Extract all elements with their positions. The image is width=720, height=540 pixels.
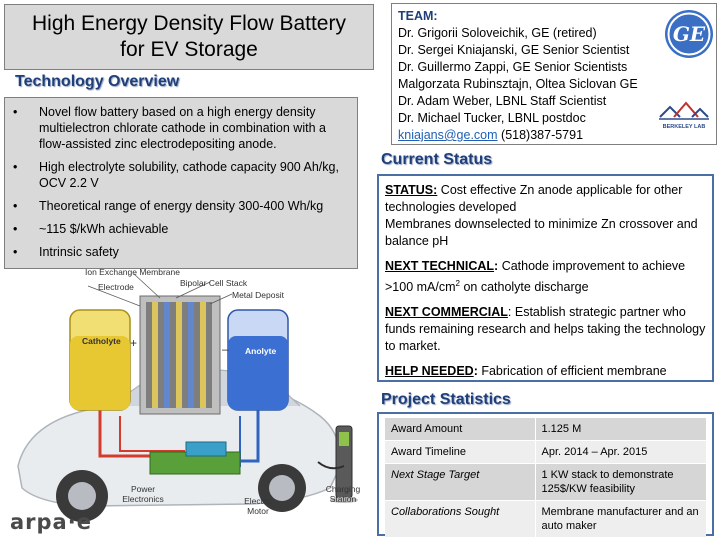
charging-station-label: Charging Station <box>325 484 361 504</box>
table-row <box>385 418 706 441</box>
team-member: Malgorzata Rubinsztajn, Oltea Siclovan GE <box>398 77 638 91</box>
next-technical-text-a: Cathode improvement to achieve >100 mA/cm <box>385 259 686 294</box>
stat-value: 1 KW stack to demonstrate 125$/KW feasibility <box>535 464 706 501</box>
team-member: Dr. Grigorii Soloveichik, GE (retired) <box>398 26 597 40</box>
minus-sign: – <box>222 342 229 356</box>
catholyte-fill <box>70 336 130 410</box>
status-text: Cost effective Zn anode applicable for other technologies developed <box>385 183 683 214</box>
power-electronics-label: Power Electronics <box>122 484 164 504</box>
technology-overview-heading: Technology Overview <box>15 73 180 90</box>
overview-bullet: • Theoretical range of energy density 300-400 Wh/kg <box>9 198 351 214</box>
overview-bullet: • High electrolyte solubility, cathode capacity 900 Ah/kg, OCV 2.2 V <box>9 159 351 191</box>
berkeley-lab-logo-icon <box>656 95 712 131</box>
flow-battery-ev-diagram <box>0 266 376 540</box>
title-line-1: High Energy Density Flow Battery <box>32 12 346 35</box>
status-label: STATUS: <box>385 183 438 197</box>
project-statistics-table <box>385 418 706 538</box>
table-row <box>385 501 706 538</box>
electric-motor-label: Electric Motor <box>244 496 272 516</box>
charging-station-screen <box>339 432 349 446</box>
phone-number: (518)387-5791 <box>501 128 584 142</box>
berkeley-lab-logo-text: BERKELEY LAB <box>662 124 706 130</box>
ion-exchange-label: Ion Exchange Membrane <box>85 267 180 277</box>
stat-value: Membrane manufacturer and an auto maker <box>535 501 706 538</box>
current-status-box <box>377 174 714 382</box>
title-line-2: for EV Storage <box>120 38 258 61</box>
power-module <box>186 442 226 456</box>
next-technical-superscript: 2 <box>455 279 460 288</box>
electrode-label: Electrode <box>98 282 134 292</box>
team-member: Dr. Adam Weber, LBNL Staff Scientist <box>398 94 607 108</box>
status-text-2: Membranes downselected to minimize Zn crossover and balance pH <box>385 217 698 248</box>
svg-text:GE: GE <box>672 22 706 46</box>
current-status-heading: Current Status <box>381 151 493 168</box>
help-needed-text: Fabrication of efficient membrane <box>481 364 667 378</box>
car-wheel-hub <box>68 482 96 510</box>
next-commercial-label: NEXT COMMERCIAL <box>385 305 508 319</box>
overview-bullet: • ~115 $/kWh achievable <box>9 221 351 237</box>
bipolar-plates <box>146 302 212 408</box>
arpa-e-logo <box>6 510 121 536</box>
stat-value: Apr. 2014 – Apr. 2015 <box>535 441 706 464</box>
stat-value: 1.125 M <box>535 418 706 441</box>
next-commercial-paragraph: NEXT COMMERCIAL: Establish strategic partner who funds remaining research and helps taking the technology to market. <box>385 305 706 353</box>
table-row <box>385 441 706 464</box>
overview-bullet-list <box>9 104 351 260</box>
project-statistics-box <box>377 412 714 536</box>
next-technical-paragraph: NEXT TECHNICAL: Cathode improvement to achieve >100 $mA/cm^2$ on catholyte discharge <box>385 259 686 294</box>
help-needed-label: HELP NEEDED <box>385 364 474 378</box>
team-member: Dr. Guillermo Zappi, GE Senior Scientists <box>398 60 628 74</box>
team-heading: TEAM: <box>398 9 438 23</box>
arpa-e-logo-text: arpa·e <box>10 510 92 534</box>
next-technical-text-b: on catholyte discharge <box>463 280 589 294</box>
bipolar-label: Bipolar Cell Stack <box>180 278 248 288</box>
team-member: Dr. Michael Tucker, LBNL postdoc <box>398 111 586 125</box>
table-row <box>385 464 706 501</box>
anolyte-label: Anolyte <box>245 346 277 356</box>
overview-bullet: • Intrinsic safety <box>9 244 351 260</box>
help-needed-paragraph: HELP NEEDED: Fabrication of efficient membrane <box>385 364 667 378</box>
stat-label: Award Amount <box>385 418 535 441</box>
plus-sign: + <box>130 336 138 350</box>
catholyte-label: Catholyte <box>82 336 121 346</box>
next-technical-label: NEXT TECHNICAL <box>385 259 495 273</box>
stat-label: Award Timeline <box>385 441 535 464</box>
status-paragraph <box>385 182 706 250</box>
next-commercial-text: Establish strategic partner who funds remaining research and helps taking the technology to market. <box>385 305 706 353</box>
ge-logo-icon <box>664 8 714 60</box>
metal-deposit-label: Metal Deposit <box>232 290 284 300</box>
overview-bullet: • Novel flow battery based on a high energy density multielectron chlorate cathode in combination with a flow-assisted zinc electrodepositing anode. <box>9 104 351 152</box>
email-link[interactable]: kniajans@ge.com <box>398 128 498 142</box>
project-statistics-heading: Project Statistics <box>381 391 511 408</box>
technology-overview-box <box>4 97 358 269</box>
stat-label: Collaborations Sought <box>385 501 535 538</box>
page-title <box>4 4 374 70</box>
stat-label: Next Stage Target <box>385 464 535 501</box>
team-member: Dr. Sergei Kniajanski, GE Senior Scientist <box>398 43 630 57</box>
